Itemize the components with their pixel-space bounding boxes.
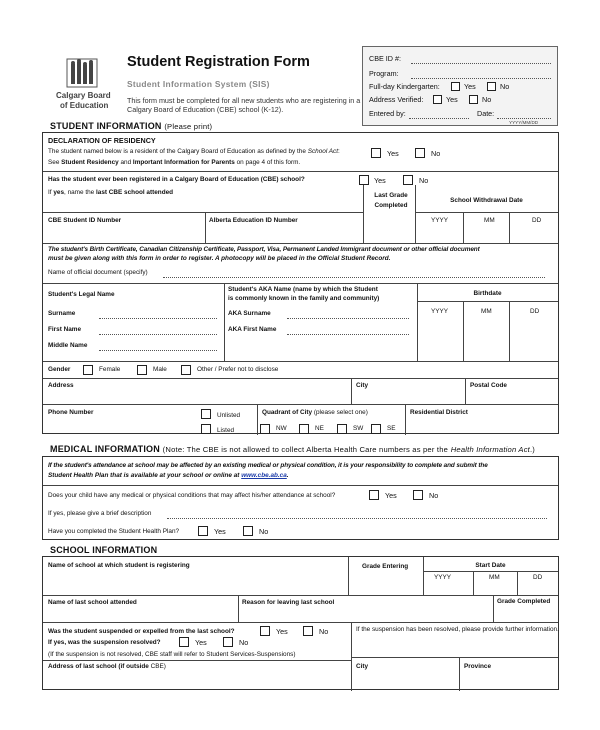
verified-yes-label: Yes	[446, 95, 458, 104]
city-label: City	[356, 382, 369, 389]
medical-note-c: .)	[530, 445, 536, 454]
divider	[473, 571, 474, 595]
start-dd: DD	[533, 574, 543, 581]
declaration-page-ref: on page 4 of this form.	[236, 159, 301, 166]
first-name-label: First Name	[48, 326, 82, 333]
divider	[257, 404, 258, 435]
divider	[43, 622, 558, 623]
address-last-c: CBE)	[150, 663, 166, 670]
suspension-resolved-question: If yes, was the suspension resolved?	[48, 639, 161, 646]
logo-text-line1: Calgary Board	[56, 91, 111, 100]
last-grade-label: Last Grade Completed	[374, 192, 408, 209]
grade-entering-label: Grade Entering	[362, 563, 409, 570]
official-doc-label: Name of official document (specify)	[48, 269, 148, 276]
prev-yes-label: Yes	[374, 176, 386, 185]
student-info-heading	[50, 121, 212, 131]
divider	[363, 185, 364, 243]
verified-no-label: No	[482, 95, 492, 104]
conditions-yes-checkbox[interactable]	[369, 490, 379, 500]
aka-surname-field[interactable]	[287, 318, 409, 319]
fullday-no-checkbox[interactable]	[487, 82, 496, 91]
aka-name-line2: is commonly known in the family and community)	[228, 295, 380, 302]
last-cbe-school-label	[48, 189, 173, 196]
quadrant-se-label: SE	[387, 425, 396, 432]
intro-line2: Calgary Board of Education (CBE) school (K-12).	[127, 105, 284, 114]
birth-yyyy: YYYY	[431, 308, 449, 315]
description-field[interactable]	[167, 518, 547, 519]
residency-no-label: No	[431, 149, 441, 158]
documents-line2: must be given along with this form in order to register. A photocopy will be placed in the Official Student Record.	[48, 255, 391, 262]
logo-figures-icon	[66, 58, 98, 88]
declaration-and: and	[120, 159, 132, 166]
divider	[493, 595, 494, 622]
if-yes-name: , name the	[64, 189, 95, 196]
date-format-hint: YYYY/MM/DD	[509, 120, 539, 125]
quadrant-nw-label: NW	[276, 425, 287, 432]
birthdate-label: Birthdate	[473, 290, 502, 297]
divider	[205, 212, 206, 243]
verified-yes-checkbox[interactable]	[433, 95, 442, 104]
student-info-section	[42, 132, 559, 434]
provide-info-label: If the suspension has been resolved, please provide further information.	[356, 626, 559, 633]
divider	[43, 404, 558, 405]
divider	[509, 212, 510, 243]
cbe-id-label: CBE ID #:	[369, 54, 401, 63]
health-info-act-ref: Health Information Act	[450, 445, 530, 454]
documents-line1: The student's Birth Certificate, Canadian Citizenship Certificate, Passport, Visa, Permanent Landed Immigrant document or other official document	[48, 246, 480, 253]
divider	[463, 212, 464, 243]
form-subtitle: Student Information System (SIS)	[127, 79, 270, 89]
divider	[405, 404, 406, 435]
address-label: Address	[48, 382, 74, 389]
if-yes-last-school: last CBE school attended	[96, 189, 174, 196]
aka-first-name-label: AKA First Name	[228, 326, 277, 333]
divider	[417, 301, 558, 302]
verified-no-checkbox[interactable]	[469, 95, 478, 104]
last-school-label: Name of last school attended	[48, 599, 137, 606]
declaration-line1	[48, 148, 340, 155]
male-checkbox[interactable]	[137, 365, 147, 375]
school-info-section	[42, 556, 559, 690]
divider	[43, 485, 558, 486]
divider	[459, 657, 460, 691]
divider	[517, 571, 518, 595]
divider	[43, 660, 351, 661]
medical-info-heading	[50, 444, 535, 454]
quadrant-sw-label: SW	[353, 425, 364, 432]
conditions-question: Does your child have any medical or physical conditions that may affect his/her attendance at school?	[48, 492, 336, 499]
cbe-student-id-label: CBE Student ID Number	[48, 217, 122, 224]
prev-yes-checkbox[interactable]	[359, 175, 369, 185]
aka-surname-label: AKA Surname	[228, 310, 271, 317]
program-field[interactable]	[411, 78, 551, 79]
surname-label: Surname	[48, 310, 76, 317]
address-verified-label: Address Verified:	[369, 95, 424, 104]
resolved-yes-label: Yes	[195, 638, 207, 647]
medical-warning-line1: If the student's attendance at school may be affected by an existing medical or physical condition, it is your responsibility to complete and submit the	[48, 462, 488, 469]
aka-first-name-field[interactable]	[287, 334, 409, 335]
health-plan-yes-checkbox[interactable]	[198, 526, 208, 536]
divider	[224, 283, 225, 361]
divider	[348, 557, 349, 595]
divider	[463, 301, 464, 361]
prev-registered-question: Has the student ever been registered in a Calgary Board of Education (CBE) school?	[48, 176, 305, 183]
school-name-label: Name of school at which student is registering	[48, 562, 190, 569]
listed-label: Listed	[217, 427, 235, 434]
surname-field[interactable]	[99, 318, 217, 319]
prev-no-label: No	[419, 176, 429, 185]
reason-leaving-label: Reason for leaving last school	[242, 599, 335, 606]
last-school-address-label	[48, 663, 166, 670]
logo-text-line2: of Education	[60, 101, 109, 110]
middle-name-field[interactable]	[99, 350, 217, 351]
conditions-yes-label: Yes	[385, 491, 397, 500]
health-plan-yes-label: Yes	[214, 527, 226, 536]
phone-label: Phone Number	[48, 409, 94, 416]
suspended-yes-label: Yes	[276, 627, 288, 636]
withdrawal-date-label: School Withdrawal Date	[450, 197, 523, 204]
legal-name-label: Student's Legal Name	[48, 291, 115, 298]
cbe-refer-note: (If the suspension is not resolved, CBE staff will refer to Student Services-Suspensions)	[48, 651, 296, 658]
quadrant-nw-checkbox[interactable]	[260, 424, 270, 434]
prev-no-checkbox[interactable]	[403, 175, 413, 185]
divider	[43, 595, 558, 596]
resolved-no-checkbox[interactable]	[223, 637, 233, 647]
conditions-no-label: No	[429, 491, 439, 500]
official-doc-field[interactable]	[163, 277, 545, 278]
suspended-no-checkbox[interactable]	[303, 626, 313, 636]
medical-info-title: MEDICAL INFORMATION	[50, 444, 160, 454]
address-last-b: outside	[126, 663, 149, 670]
entered-by-field[interactable]	[409, 118, 469, 119]
student-residency-ref: Student Residency	[61, 159, 119, 166]
program-label: Program:	[369, 69, 399, 78]
quadrant-se-checkbox[interactable]	[371, 424, 381, 434]
alberta-id-label: Alberta Education ID Number	[209, 217, 298, 224]
start-yyyy: YYYY	[434, 574, 452, 581]
divider	[238, 595, 239, 622]
intro-line1: This form must be completed for all new students who are registering in a	[127, 96, 361, 105]
last-school-city-label: City	[356, 663, 369, 670]
first-name-field[interactable]	[99, 334, 217, 335]
cbe-website-link[interactable]: www.cbe.ab.ca	[241, 472, 287, 479]
divider	[43, 171, 558, 172]
unlisted-label: Unlisted	[217, 412, 241, 419]
if-yes-desc-label: If yes, please give a brief description	[48, 510, 152, 517]
form-title: Student Registration Form	[127, 54, 310, 70]
quadrant-sw-checkbox[interactable]	[337, 424, 347, 434]
male-label: Male	[153, 366, 167, 373]
declaration-text-a: The student named below is a resident of the Calgary Board of Education as defined by the	[48, 148, 306, 155]
residential-district-label: Residential District	[410, 409, 468, 416]
withdrawal-yyyy: YYYY	[431, 217, 449, 224]
divider	[43, 283, 558, 284]
divider	[415, 185, 416, 243]
student-info-note: (Please print)	[164, 122, 213, 131]
school-info-heading: SCHOOL INFORMATION	[50, 545, 158, 555]
declaration-text-colon: :	[338, 148, 340, 155]
divider	[415, 212, 558, 213]
if-yes-yes: yes	[53, 189, 65, 196]
health-plan-question: Have you completed the Student Health Plan?	[48, 528, 180, 535]
middle-name-label: Middle Name	[48, 342, 88, 349]
aka-name-line1: Student's AKA Name (name by which the Student	[228, 286, 378, 293]
resolved-no-label: No	[239, 638, 249, 647]
declaration-see: See	[48, 159, 60, 166]
residency-yes-checkbox[interactable]	[371, 148, 381, 158]
female-label: Female	[99, 366, 121, 373]
fullday-yes-checkbox[interactable]	[451, 82, 460, 91]
listed-checkbox[interactable]	[201, 424, 211, 434]
other-gender-checkbox[interactable]	[181, 365, 191, 375]
medical-note-a: (Note: The CBE is not allowed to collect Alberta Health Care numbers as per the	[162, 445, 449, 454]
birth-mm: MM	[481, 308, 492, 315]
divider	[509, 301, 510, 361]
grade-completed-label: Grade Completed	[497, 598, 551, 605]
withdrawal-mm: MM	[484, 217, 495, 224]
medical-info-section	[42, 456, 559, 540]
address-last-a: Address of last school (if	[48, 663, 125, 670]
fullday-yes-label: Yes	[464, 82, 476, 91]
health-plan-ref: Student Health Plan	[48, 472, 109, 479]
divider	[351, 378, 352, 404]
suspended-yes-checkbox[interactable]	[260, 626, 270, 636]
divider	[423, 571, 558, 572]
postal-code-label: Postal Code	[470, 382, 507, 389]
divider	[43, 243, 558, 244]
conditions-no-checkbox[interactable]	[413, 490, 423, 500]
start-date-label: Start Date	[475, 562, 506, 569]
warning-period: .	[286, 472, 289, 479]
start-mm: MM	[489, 574, 500, 581]
divider	[465, 378, 466, 404]
declaration-line2	[48, 159, 300, 166]
cbe-logo	[56, 58, 130, 118]
other-gender-label: Other / Prefer not to disclose	[197, 366, 279, 373]
suspended-question: Was the student suspended or expelled from the last school?	[48, 628, 235, 635]
medical-warning-line2	[48, 472, 289, 479]
date-field[interactable]	[497, 118, 551, 119]
office-use-box	[362, 46, 558, 126]
residency-no-checkbox[interactable]	[415, 148, 425, 158]
quadrant-ne-checkbox[interactable]	[299, 424, 309, 434]
health-plan-no-checkbox[interactable]	[243, 526, 253, 536]
withdrawal-dd: DD	[532, 217, 542, 224]
quadrant-note: (please select one)	[313, 409, 368, 416]
gender-label: Gender	[48, 366, 71, 373]
cbe-id-field[interactable]	[411, 63, 551, 64]
divider	[43, 361, 558, 362]
residency-yes-label: Yes	[387, 149, 399, 158]
last-school-province-label: Province	[464, 663, 491, 670]
date-label: Date:	[477, 109, 495, 118]
fullday-no-label: No	[500, 82, 510, 91]
divider	[43, 212, 363, 213]
school-act-ref: School Act	[307, 148, 339, 155]
resolved-yes-checkbox[interactable]	[179, 637, 189, 647]
warning-available: that is available at your school or online at	[110, 472, 240, 479]
important-info-ref: Important Information for Parents	[132, 159, 235, 166]
birth-dd: DD	[530, 308, 540, 315]
quadrant-label: Quadrant of City	[262, 409, 313, 416]
entered-by-label: Entered by:	[369, 109, 406, 118]
female-checkbox[interactable]	[83, 365, 93, 375]
divider	[43, 378, 558, 379]
if-yes-if: If	[48, 189, 52, 196]
quadrant-heading	[262, 409, 368, 416]
divider	[351, 657, 558, 658]
health-plan-no-label: No	[259, 527, 269, 536]
student-info-title: STUDENT INFORMATION	[50, 121, 162, 131]
quadrant-ne-label: NE	[315, 425, 324, 432]
declaration-title: DECLARATION OF RESIDENCY	[48, 136, 156, 145]
suspended-no-label: No	[319, 627, 329, 636]
fullday-label: Full-day Kindergarten:	[369, 82, 440, 91]
unlisted-checkbox[interactable]	[201, 409, 211, 419]
